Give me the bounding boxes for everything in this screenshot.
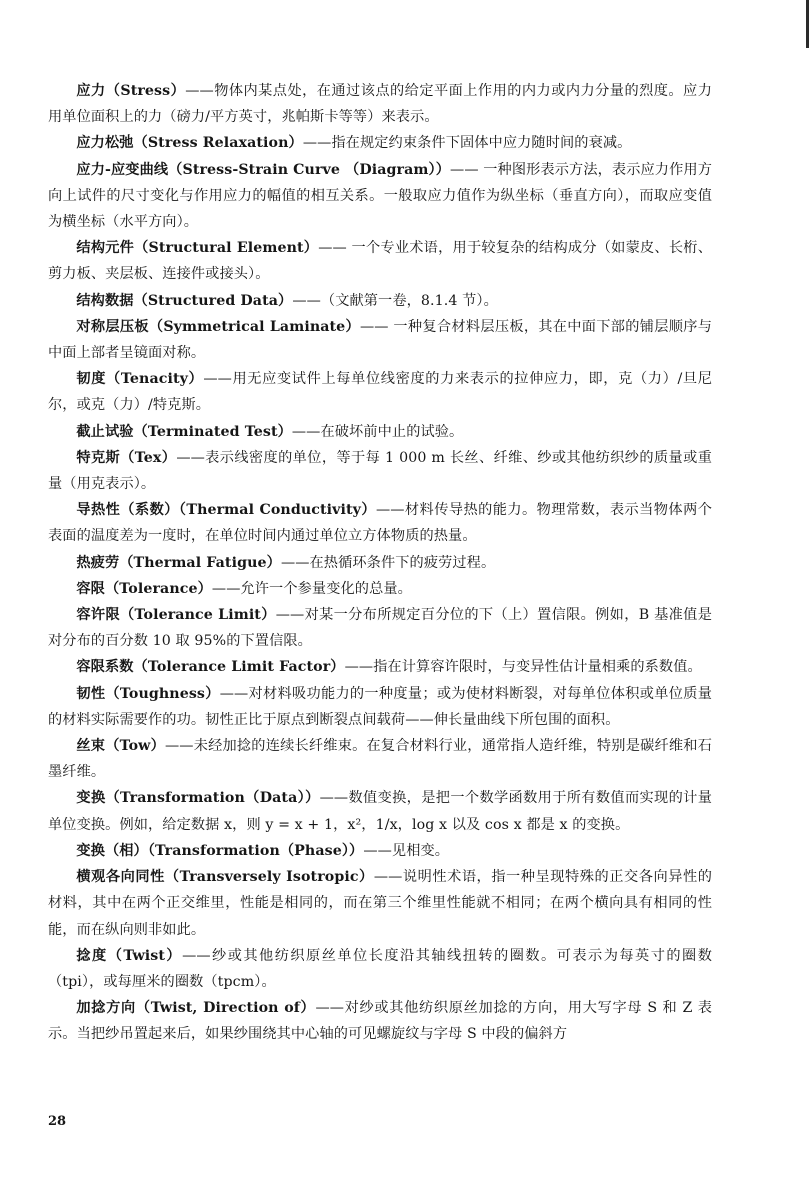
glossary-entry-tolerance-limit	[48, 602, 712, 654]
glossary-entry-thermal-fatigue	[48, 550, 712, 576]
entry-definition: ——对材料吸功能力的一种度量；或为使材料断裂，对每单位体积或单位质量的材料实际需要作的功。韧性正比于原点到断裂点间载荷——伸长量曲线下所包围的面积。	[48, 685, 712, 728]
entry-term: 横观各向同性（Transversely Isotropic）	[76, 869, 374, 886]
entry-definition: ——对某一分布所规定百分位的下（上）置信限。例如，B 基准值是对分布的百分数 10 取 95%的下置信限。	[48, 607, 712, 650]
entry-term: 截止试验（Terminated Test）	[76, 423, 292, 440]
entry-definition: ——对纱或其他纺织原丝加捻的方向，用大写字母 S 和 Z 表示。当把纱吊置起来后，如果纱围绕其中心轴的可见螺旋纹与字母 S 中段的偏斜方	[48, 1000, 712, 1043]
entry-definition: ——未经加捻的连续长纤维束。在复合材料行业，通常指人造纤维，特别是碳纤维和石墨纤维。	[48, 738, 712, 781]
entry-definition: ——（文献第一卷，8.1.4 节）。	[292, 292, 498, 309]
glossary-entry-tow	[48, 733, 712, 785]
glossary-entry-tolerance	[48, 576, 712, 602]
entry-definition: —— 一种图形表示方法，表示应力作用方向上试件的尺寸变化与作用应力的幅值的相互关系。一般取应力值作为纵坐标（垂直方向），而取应变值为横坐标（水平方向）。	[48, 161, 712, 231]
entry-term: 加捻方向（Twist, Direction of）	[76, 1000, 316, 1017]
entry-definition: ——在破坏前中止的试验。	[291, 423, 464, 440]
entry-term: 韧度（Tenacity）	[76, 371, 204, 388]
glossary-entry-tenacity	[48, 366, 712, 418]
glossary-entry-transversely-isotropic	[48, 864, 712, 943]
glossary-entry-stress-strain-curve	[48, 157, 712, 236]
entry-term: 容限（Tolerance）	[76, 580, 212, 597]
glossary-entry-structured-data	[48, 288, 712, 314]
glossary-entry-stress-relaxation	[48, 130, 712, 156]
entry-term: 丝束（Tow）	[76, 738, 166, 755]
entry-term: 应力-应变曲线（Stress-Strain Curve （Diagram））	[76, 161, 451, 178]
entry-definition: ——纱或其他纺织原丝单位长度沿其轴线扭转的圈数。可表示为每英寸的圈数（tpi），或每厘米的圈数（tpcm）。	[48, 947, 712, 990]
glossary-entry-tolerance-limit-factor	[48, 654, 712, 680]
glossary-entry-thermal-conductivity	[48, 497, 712, 549]
entry-definition: —— 一个专业术语，用于较复杂的结构成分（如蒙皮、长桁、剪力板、夹层板、连接件或接头）。	[48, 240, 712, 283]
entry-term: 捻度（Twist）	[76, 947, 183, 964]
entry-definition: —— 一种复合材料层压板，其在中面下部的铺层顺序与中面上部者呈镜面对称。	[48, 318, 712, 362]
glossary-entry-structural-element	[48, 235, 712, 287]
glossary-body	[48, 78, 712, 1048]
entry-term: 应力（Stress）	[76, 83, 186, 99]
entry-definition: ——指在规定约束条件下固体中应力随时间的衰减。	[302, 135, 632, 152]
entry-term: 导热性（系数）（Thermal Conductivity）	[76, 502, 376, 519]
entry-term: 应力松弛（Stress Relaxation）	[76, 135, 303, 152]
glossary-entry-transformation-phase	[48, 838, 712, 864]
glossary-entry-stress	[48, 78, 712, 130]
entry-term: 对称层压板（Symmetrical Laminate）	[76, 318, 361, 335]
glossary-entry-symmetrical-laminate	[48, 314, 712, 366]
entry-term: 结构数据（Structured Data）	[76, 292, 293, 309]
entry-definition: ——指在计算容许限时，与变异性估计量相乘的系数值。	[344, 659, 702, 676]
glossary-entry-twist-direction	[48, 995, 712, 1047]
entry-term: 结构元件（Structural Element）	[76, 240, 319, 257]
entry-definition: ——材料传导热的能力。物理常数，表示当物体两个表面的温度差为一度时，在单位时间内通过单位立方体物质的热量。	[48, 502, 712, 545]
entry-definition: ——用无应变试件上每单位线密度的力来表示的拉伸应力，即，克（力）/旦尼尔，或克（力）/特克斯。	[48, 371, 712, 414]
entry-definition: ——说明性术语，指一种呈现特殊的正交各向异性的材料，其中在两个正交维里，性能是相同的，而在第三个维里性能就不相同；在两个横向具有相同的性能，而在纵向则非如此。	[48, 869, 712, 938]
entry-term: 容限系数（Tolerance Limit Factor）	[76, 659, 345, 676]
entry-definition: ——在热循环条件下的疲劳过程。	[280, 554, 496, 571]
entry-definition: ——允许一个参量变化的总量。	[211, 580, 412, 597]
entry-definition: ——表示线密度的单位，等于每 1 000 m 长丝、纤维、纱或其他纺织纱的质量或重量（用克表示）。	[48, 449, 713, 493]
entry-term: 变换（相）（Transformation（Phase））	[76, 842, 364, 859]
glossary-entry-transformation-data	[48, 785, 712, 837]
entry-term: 热疲劳（Thermal Fatigue）	[76, 554, 281, 571]
entry-term: 容许限（Tolerance Limit）	[76, 607, 276, 624]
entry-definition: ——见相变。	[363, 842, 450, 859]
entry-term: 变换（Transformation（Data））	[76, 790, 320, 807]
entry-definition: ——物体内某点处，在通过该点的给定平面上作用的内力或内力分量的烈度。应力用单位面积上的力（磅力/平方英寸，兆帕斯卡等等）来表示。	[48, 83, 712, 126]
entry-definition: ——数值变换，是把一个数学函数用于所有数值而实现的计量单位变换。例如，给定数据 x，则 y = x + 1，x²，1/x，log x 以及 cos x 都是 x 的变换。	[48, 790, 712, 833]
glossary-entry-terminated-test	[48, 419, 712, 445]
glossary-entry-twist	[48, 943, 712, 995]
page-number: 28	[48, 1114, 67, 1129]
entry-term: 特克斯（Tex）	[76, 449, 177, 466]
glossary-entry-toughness	[48, 681, 712, 733]
glossary-entry-tex	[48, 445, 712, 497]
entry-term: 韧性（Toughness）	[76, 685, 220, 702]
